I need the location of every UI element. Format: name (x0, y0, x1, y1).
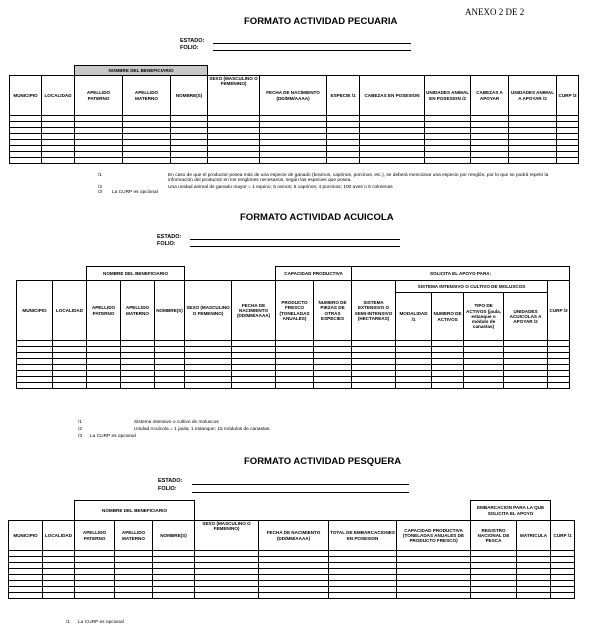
col-cabezas-posesion: CABEZAS EN POSESION (360, 76, 425, 116)
col-apellido-paterno: APELLIDO PATERNO (75, 76, 123, 116)
note-text: La CURP es opcional (90, 434, 136, 439)
pecuaria-folio-field[interactable] (213, 50, 411, 51)
table-cell[interactable] (509, 158, 557, 164)
col-sistema-extensivo: SISTEMA EXTENSIVO O SEMI-INTENSIVO (HECTAREAS) (352, 281, 396, 341)
table-cell[interactable] (314, 383, 352, 389)
pecuaria-estado-label: ESTADO: (180, 38, 205, 44)
col-fecha-nacimiento: FECHA DE NACIMIENTO (DD/MM/AAAA) (259, 521, 329, 551)
pecuaria-notes (98, 173, 548, 195)
acuicola-table (16, 266, 570, 389)
pecuaria-header-row (10, 76, 579, 116)
col-unidades-posesion: UNIDADES ANIMAL EN POSESION /2 (425, 76, 471, 116)
col-localidad: LOCALIDAD (53, 281, 87, 341)
col-producto-fresco: PRODUCTO FRESCO (TONELADAS ANUALES) (276, 281, 314, 341)
table-cell[interactable] (208, 158, 260, 164)
acuicola-title: FORMATO ACTIVIDAD ACUICOLA (240, 212, 394, 223)
note-num: /1 (66, 620, 71, 625)
col-apellido-paterno: APELLIDO PATERNO (87, 281, 121, 341)
col-curp: CURP /1 (551, 521, 575, 551)
acuicola-estado-field[interactable] (190, 239, 400, 240)
table-cell[interactable] (504, 383, 548, 389)
table-cell[interactable] (425, 158, 471, 164)
col-apellido-materno: APELLIDO MATERNO (121, 281, 155, 341)
acuicola-folio-field[interactable] (190, 246, 400, 247)
acuicola-solicita-header: SOLICITA EL APOYO PARA: (352, 267, 570, 281)
table-cell[interactable] (121, 383, 155, 389)
anexo-label: ANEXO 2 DE 2 (465, 7, 525, 17)
acuicola-folio-label: FOLIO: (157, 241, 176, 247)
col-tipo-activos: TIPO DE ACTIVOS (jaula, estanque o módulo de canastas) (464, 293, 504, 341)
pesquera-title: FORMATO ACTIVIDAD PESQUERA (244, 456, 402, 467)
col-especie: ESPECIE /1 (327, 76, 360, 116)
table-cell[interactable] (75, 158, 123, 164)
col-localidad: LOCALIDAD (42, 76, 75, 116)
table-row (9, 593, 575, 599)
table-cell[interactable] (548, 383, 570, 389)
table-cell[interactable] (185, 383, 232, 389)
col-registro-nacional: REGISTRO NACIONAL DE PESCA (471, 521, 517, 551)
table-cell[interactable] (276, 383, 314, 389)
col-fecha-nacimiento: FECHA DE NACIMIENTO (DD/MM/AAAA) (260, 76, 327, 116)
table-cell[interactable] (9, 593, 43, 599)
table-cell[interactable] (43, 593, 75, 599)
table-cell[interactable] (557, 158, 579, 164)
table-cell[interactable] (259, 593, 329, 599)
table-cell[interactable] (10, 158, 42, 164)
acuicola-body[interactable] (17, 341, 570, 389)
note-num: /1 (98, 173, 103, 178)
table-cell[interactable] (232, 383, 276, 389)
pesquera-folio-label: FOLIO: (158, 486, 177, 492)
note-num: /3 (78, 434, 83, 439)
table-cell[interactable] (171, 158, 208, 164)
note-text: Unidad Acuícola = 1 jaula; 1 estanque; 15 módulos de canastas. (134, 427, 271, 432)
acuicola-group-header: NOMBRE DEL BENEFICIARIO (87, 267, 185, 281)
table-cell[interactable] (153, 593, 195, 599)
col-apellido-materno: APELLIDO MATERNO (115, 521, 153, 551)
col-apellido-materno: APELLIDO MATERNO (123, 76, 171, 116)
note-num: /3 (98, 190, 103, 195)
pesquera-table (8, 500, 575, 599)
note-text: La CURP es opcional (112, 190, 158, 195)
table-cell[interactable] (327, 158, 360, 164)
col-cabezas-apoyar: CABEZAS A APOYAR (471, 76, 509, 116)
pesquera-header-row (9, 521, 575, 551)
col-curp: CURP /3 (557, 76, 579, 116)
table-cell[interactable] (17, 383, 53, 389)
col-nombres: NOMBRE(S) (171, 76, 208, 116)
col-municipio: MUNICIPIO (10, 76, 42, 116)
table-cell[interactable] (517, 593, 551, 599)
table-cell[interactable] (329, 593, 397, 599)
col-apellido-paterno: APELLIDO PATERNO (75, 521, 115, 551)
table-cell[interactable] (75, 593, 115, 599)
col-unidades-apoyar: UNIDADES ANIMAL A APOYAR /2 (509, 76, 557, 116)
table-cell[interactable] (352, 383, 396, 389)
acuicola-capacidad-header: CAPACIDAD PRODUCTIVA (276, 267, 352, 281)
note-num: /2 (98, 185, 103, 190)
pecuaria-folio-label: FOLIO: (180, 45, 199, 51)
pesquera-folio-field[interactable] (192, 492, 409, 493)
col-curp: CURP /3 (548, 281, 570, 341)
note-num: /2 (78, 427, 83, 432)
table-cell[interactable] (123, 158, 171, 164)
pecuaria-estado-field[interactable] (213, 43, 411, 44)
col-municipio: MUNICIPIO (9, 521, 43, 551)
note-text: En caso de que el productor posea más de una especie de ganado (bovinos, caprinos, porcinos, etc.), se deberá mencionar una especie por renglón, por lo que se podrá repetir la (168, 173, 549, 178)
col-numero-piezas: NUMERO DE PIEZAS DE OTRAS ESPECIES (314, 281, 352, 341)
acuicola-sistema-header: SISTEMA INTENSIVO O CULTIVO DE MOLUSCOS (396, 281, 548, 293)
col-nombres: NOMBRE(S) (155, 281, 185, 341)
pesquera-embarcacion-header: EMBARCACION PARA LA QUE SOLICITA EL APOYO (471, 501, 551, 521)
table-cell[interactable] (397, 593, 471, 599)
pesquera-notes (66, 620, 124, 625)
note-num: /1 (78, 420, 83, 425)
pecuaria-table (9, 65, 579, 164)
col-capacidad-productiva: CAPACIDAD PRODUCTIVA (TONELADAS ANUALES DE PRODUCTO FRESCO) (397, 521, 471, 551)
col-municipio: MUNICIPIO (17, 281, 53, 341)
col-total-embarcaciones: TOTAL DE EMBARCACIONES EN POSESION (329, 521, 397, 551)
table-cell[interactable] (432, 383, 464, 389)
table-cell[interactable] (551, 593, 575, 599)
table-cell[interactable] (360, 158, 425, 164)
pesquera-group-header: NOMBRE DEL BENEFICIARIO (75, 501, 195, 521)
table-cell[interactable] (464, 383, 504, 389)
table-cell[interactable] (87, 383, 121, 389)
table-cell[interactable] (195, 593, 259, 599)
note-text: información del productor en los renglones necesarios, según las especies que posea. (168, 178, 352, 183)
table-cell[interactable] (155, 383, 185, 389)
pesquera-body[interactable] (9, 551, 575, 599)
pecuaria-title: FORMATO ACTIVIDAD PECUARIA (244, 16, 398, 27)
table-row (10, 158, 579, 164)
col-localidad: LOCALIDAD (43, 521, 75, 551)
note-text: Sistema intensivo o cultivo de moluscos (134, 420, 219, 425)
col-modalidad: MODALIDAD /1 (396, 293, 432, 341)
pecuaria-body[interactable] (10, 116, 579, 164)
pesquera-estado-label: ESTADO: (158, 478, 183, 484)
pecuaria-group-header: NOMBRE DEL BENEFICIARIO (75, 66, 208, 76)
table-cell[interactable] (471, 593, 517, 599)
acuicola-notes (78, 420, 271, 439)
table-cell[interactable] (53, 383, 87, 389)
col-numero-activos: NUMERO DE ACTIVOS (432, 293, 464, 341)
col-sexo: SEXO (MASCULINO O FEMENINO) (208, 76, 260, 116)
table-cell[interactable] (115, 593, 153, 599)
col-unidades-acuicolas: UNIDADES ACUICOLAS A APOYAR /2 (504, 293, 548, 341)
table-cell[interactable] (396, 383, 432, 389)
table-row (17, 383, 570, 389)
col-matricula: MATRICULA (517, 521, 551, 551)
col-fecha-nacimiento: FECHA DE NACIMIENTO (DD/MM/AAAA) (232, 281, 276, 341)
acuicola-estado-label: ESTADO: (157, 234, 182, 240)
table-cell[interactable] (42, 158, 75, 164)
pesquera-estado-field[interactable] (192, 484, 409, 485)
note-text: La CURP es opcional (78, 620, 124, 625)
col-sexo: SEXO (MASCULINO O FEMENINO) (195, 521, 259, 551)
col-nombres: NOMBRE(S) (153, 521, 195, 551)
note-text: Una unidad animal de ganado mayor = 1 equino; 5 ovinos; 5 caprinos; 4 porcinos; 100 aves o 5 colmenas (168, 185, 393, 190)
table-cell[interactable] (260, 158, 327, 164)
table-cell[interactable] (471, 158, 509, 164)
col-sexo: SEXO (MASCULINO O FEMENINO) (185, 281, 232, 341)
